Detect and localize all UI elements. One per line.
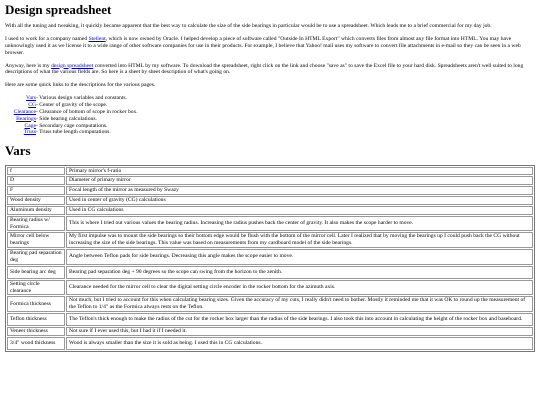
table-row — [7, 327, 533, 336]
stellent-paragraph — [5, 36, 535, 56]
var-name-cell: Mirror cell below bearings — [7, 232, 65, 248]
quick-links-intro: Here are some quick links to the descriptions for the various pages. — [5, 82, 156, 89]
quick-link-bearings[interactable]: Bearings — [16, 115, 36, 122]
var-description-cell: Bearing pad separation deg + 90 degrees so the scope can swing from the horizon to the zenith. — [66, 266, 533, 279]
quick-link-cage[interactable]: Cage — [24, 122, 36, 129]
text-segment: converted into HTML by my software. To download the spreadsheet, right click on the link and choose "save as" to save the Excel file to your hard disk. Spreadsheets aren't well suited to long descriptions of what the various fields are. So here is a sheet by sheet description of what's going on. — [5, 62, 524, 76]
var-description-cell: Used in center of gravity (CG) calculations — [66, 196, 533, 205]
quick-link-description: - Secondary cage computations. — [36, 122, 108, 129]
table-row — [7, 266, 533, 279]
page-title: Design spreadsheet — [5, 2, 112, 17]
var-name-cell: F — [7, 186, 65, 195]
var-name-cell: Setting circle clearance — [7, 280, 65, 296]
quick-link-row — [5, 109, 535, 116]
quick-link-cg[interactable]: CG — [28, 101, 36, 108]
var-name-cell: D — [7, 176, 65, 185]
stellent-link[interactable]: Stellent — [88, 36, 106, 43]
var-name-cell: Teflon thickness — [7, 313, 65, 326]
var-name-cell: Bearing pad separation deg — [7, 249, 65, 265]
quick-link-row — [5, 95, 535, 102]
quick-link-description: - Center of gravity of the scope. — [36, 101, 108, 108]
var-description-cell: Focal length of the mirror as measured by Swazy — [66, 186, 533, 195]
table-row — [7, 167, 533, 176]
table-row — [7, 337, 533, 350]
quick-link-description: - Clearance of bottom of scope in rocker box. — [36, 108, 138, 115]
design-spreadsheet-link[interactable]: design spreadsheet — [51, 62, 94, 69]
quick-link-row — [5, 102, 535, 109]
quick-link-description: - Various design variables and constants. — [36, 94, 127, 101]
table-row — [7, 249, 533, 265]
var-name-cell: Side bearing arc deg — [7, 266, 65, 279]
table-row — [7, 313, 533, 326]
quick-link-truss[interactable]: Truss — [23, 129, 36, 136]
table-row — [7, 186, 533, 195]
vars-table — [5, 165, 535, 353]
quick-link-description: - Side bearing calculations. — [36, 115, 97, 122]
quick-link-row — [5, 116, 535, 123]
var-description-cell: Clearance needed for the mirror cell to clear the digital setting circle encoder in the rocker bottom for the azimuth axis. — [66, 280, 533, 296]
var-description-cell: Wood is always smaller than the size it is sold as being. I used this in CG calculations. — [66, 337, 533, 350]
var-description-cell: The Teflon's thick enough to make the radius of the cut for the rocker box larger than the radius of the side bearings. I also took this into account in calculating the height of the rocker box and baseboard. — [66, 313, 533, 326]
text-segment: , which is now owned by Oracle. I helped develop a piece of software called "Outside In HTML Export" which converts files from almost any file format into HTML. You may have unknowingly used it as we license it to a wide range of other software companies for use in their products. For example, I believe that Yahoo! mail uses my software to convert file attachments in e-mail so they can be seen in a web browser. — [5, 36, 521, 56]
var-description-cell: This is where I tried out various values the bearing radius. Increasing the radius pushes back the center of gravity. It also makes the scope harder to move. — [66, 216, 533, 232]
var-description-cell: Angle between Teflon pads for side bearings. Decreasing this angle makes the scope easier to move. — [66, 249, 533, 265]
text-segment: Anyway, here is my — [5, 62, 52, 69]
var-name-cell: Bearing radius w/ Formica — [7, 216, 65, 232]
table-row — [7, 176, 533, 185]
var-name-cell: Formica thickness — [7, 296, 65, 312]
var-description-cell: My first impulse was to mount the side bearings so their bottom edge would be flush with the bottom of the mirror cell. Later I realized that by moving the bearings up I could push back the CG without increasing the size of the side bearings. This value was based on measurements from my cardboard model of the side bearings. — [66, 232, 533, 248]
quick-link-row — [5, 123, 535, 130]
vars-heading: Vars — [5, 143, 31, 159]
spreadsheet-paragraph — [5, 63, 535, 77]
var-name-cell: Wood density — [7, 196, 65, 205]
var-description-cell: Used in CG calculations — [66, 206, 533, 215]
var-name-cell: Veneer thickness — [7, 327, 65, 336]
quick-link-row — [5, 129, 535, 136]
var-name-cell: 3/4" wood thickness — [7, 337, 65, 350]
var-name-cell: f — [7, 167, 65, 176]
table-row — [7, 296, 533, 312]
var-description-cell: Not sure if I ever used this, but I had it if I needed it. — [66, 327, 533, 336]
table-row — [7, 206, 533, 215]
table-row — [7, 196, 533, 205]
var-description-cell: Diameter of primary mirror — [66, 176, 533, 185]
quick-link-clearance[interactable]: Clearance — [13, 108, 36, 115]
quick-link-vars[interactable]: Vars — [26, 94, 36, 101]
text-segment: I used to work for a company named — [5, 36, 89, 43]
table-row — [7, 280, 533, 296]
table-row — [7, 216, 533, 232]
intro-paragraph: With all the tuning and tweaking, it quickly became apparent that the best way to calculate the size of the side bearings in particular would be to use a spreadsheet. Which leads me to a brief commercial for my day job. — [5, 23, 492, 30]
var-description-cell: Not much, but I tried to account for this when calculating bearing sizes. Given the accuracy of my cuts, I really didn't need to bother. Mostly it reminded me that it was OK to round up the measurement of the Teflon to 1/4" as the Formica always rests on the Teflon. — [66, 296, 533, 312]
quick-link-description: - Truss tube length computations. — [36, 129, 111, 136]
table-row — [7, 232, 533, 248]
var-name-cell: Aluminum density — [7, 206, 65, 215]
quick-links-list — [5, 95, 535, 136]
var-description-cell: Primary mirror's f-ratio — [66, 167, 533, 176]
